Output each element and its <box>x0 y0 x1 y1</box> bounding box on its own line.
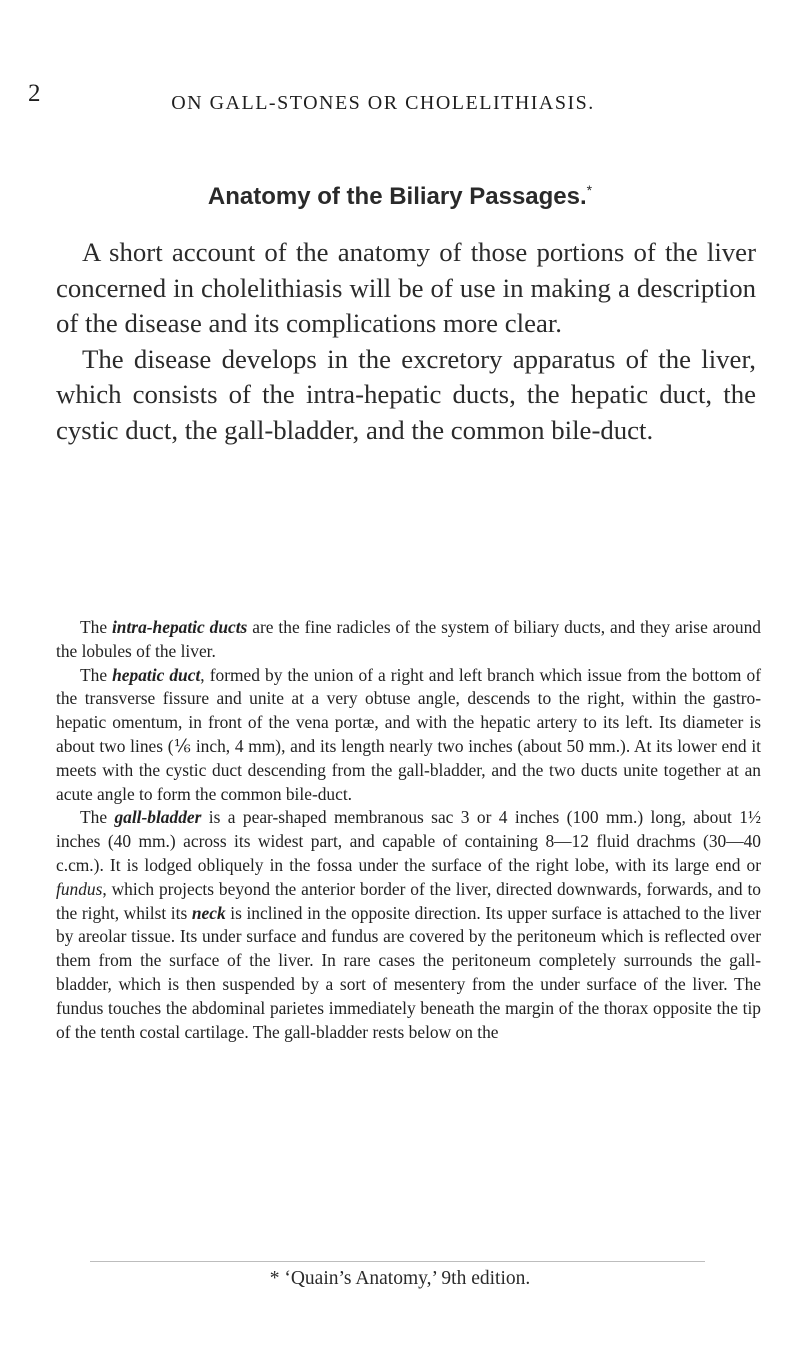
paragraph-gall-bladder: The gall-bladder is a pear-shaped membranous sac 3 or 4 inches (100 mm.) long, about 1½ inches (40 mm.) across its widest part, and capable of containing 8—12 fluid drachms (30—40 c.cm.). It is lodged obliquely in the fossa under the surface of the right lobe, with its large end or fundus, which projects beyond the anterior border of the liver, directed downwards, forwards, and to the right, whilst its neck is inclined in the opposite direction. Its upper surface is attached to the liver by areolar tissue. Its under surface and fundus are covered by the peritoneum which is reflected over them from the surface of the liver. In rare cases the peritoneum completely surrounds the gall-bladder, which is then suspended by a sort of mesentery from the under surface of the liver. The fundus touches the abdominal parietes immediately beneath the margin of the thorax opposite the tip of the tenth costal cartilage. The gall-bladder rests below on the <box>56 807 761 1042</box>
section-heading-text: Anatomy of the Biliary Passages. <box>207 183 587 210</box>
page-number: 2 <box>28 80 41 107</box>
detail-text <box>56 616 761 1044</box>
section-heading <box>90 182 710 211</box>
paragraph-intra-hepatic: The intra-hepatic ducts are the fine radicles of the system of biliary ducts, and they arise around the lobules of the liver. <box>56 617 761 661</box>
term-neck: neck <box>191 902 226 923</box>
footnote-text: ‘Quain’s Anatomy,’ 9th edition. <box>284 1268 531 1289</box>
lead-paragraph: A short account of the anatomy of those portions of the liver concerned in cholelithiasis will be of use in making a description of the disease and its complications more clear. <box>56 237 756 338</box>
footnote-divider <box>90 1261 705 1262</box>
paragraph-hepatic-duct: The hepatic duct, formed by the union of a right and left branch which issue from the bottom of the transverse fissure and unite at a very obtuse angle, descends to the right, within the gastro-hepatic omentum, in front of the vena portæ, and with the hepatic artery to its left. Its diameter is about two lines (⅙ inch, 4 mm), and its length nearly two inches (about 50 mm.). At its lower end it meets with the cystic duct descending from the gall-bladder, and the two ducts unite together at an acute angle to form the common bile-duct. <box>56 664 762 804</box>
footnote-reference: * <box>586 182 593 198</box>
term-gall-bladder: gall-bladder <box>114 807 202 828</box>
running-title: ON GALL-STONES OR CHOLELITHIASIS. <box>171 92 595 114</box>
lead-text <box>56 235 756 448</box>
footnote-mark: * <box>269 1268 280 1289</box>
footnote <box>100 1268 700 1290</box>
lead-paragraph: The disease develops in the excretory apparatus of the liver, which consists of the intra-hepatic ducts, the hepatic duct, the cystic duct, the gall-bladder, and the common bile-duct. <box>56 343 756 445</box>
term-fundus: fundus <box>56 878 103 899</box>
term-intra-hepatic-ducts: intra-hepatic ducts <box>111 617 248 637</box>
term-hepatic-duct: hepatic duct <box>112 664 201 685</box>
page-header <box>28 80 738 128</box>
fraction: ⅙ <box>173 735 192 756</box>
